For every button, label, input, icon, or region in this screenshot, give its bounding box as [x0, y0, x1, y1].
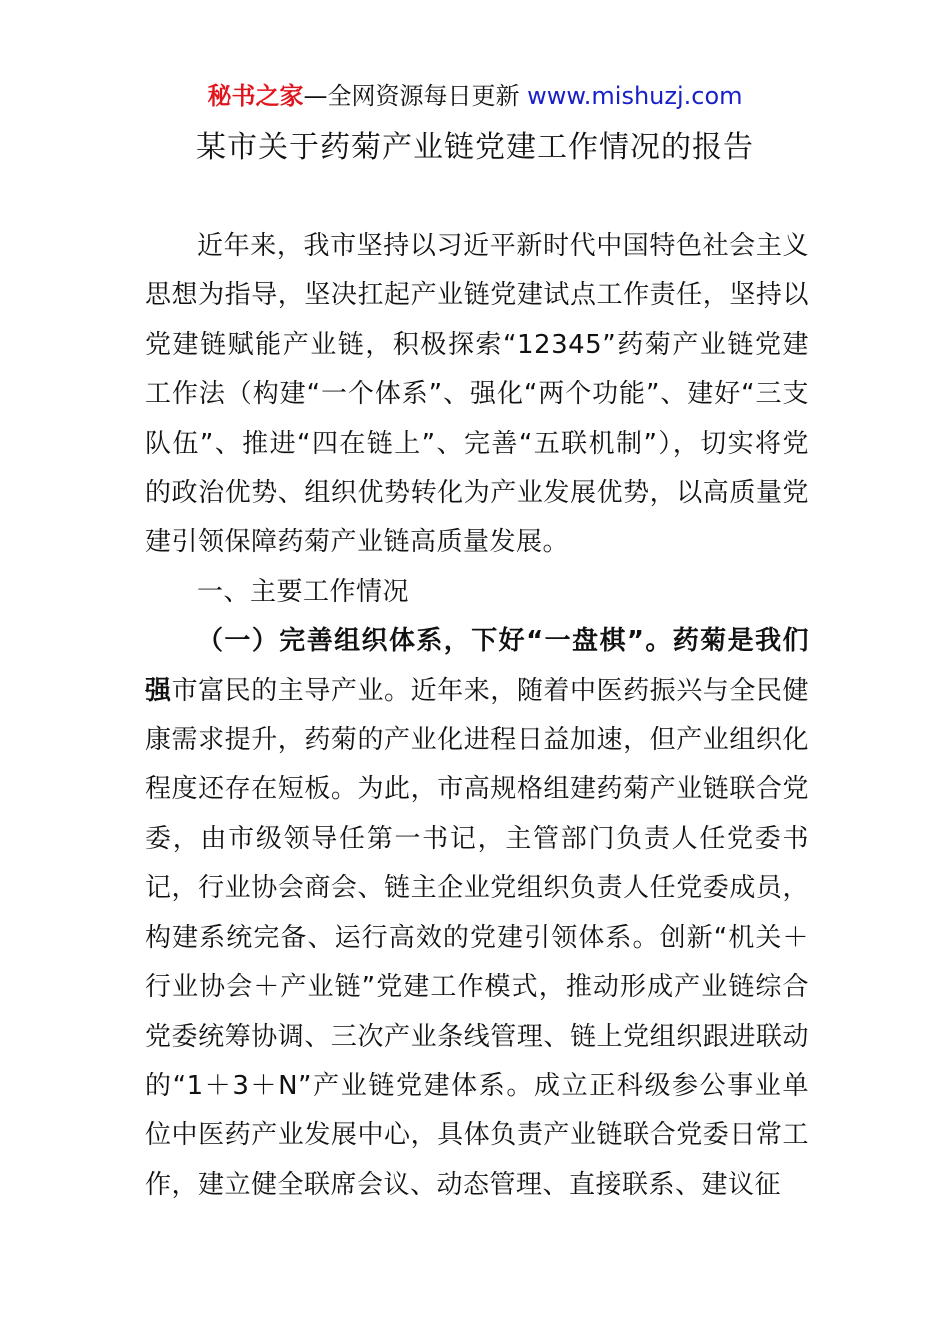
- site-header: [0, 80, 950, 112]
- site-url-link[interactable]: www.mishuzj.com: [527, 82, 743, 110]
- document-body: [145, 222, 809, 1210]
- subsection-paragraph: [145, 617, 809, 1210]
- subsection-lead: （一）完善组织体系，下好“一盘棋”。药菊是我们强: [145, 626, 809, 706]
- brand-name: 秘书之家: [207, 82, 304, 110]
- document-title: 某市关于药菊产业链党建工作情况的报告: [196, 130, 754, 165]
- subsection-body: 市富民的主导产业。近年来，随着中医药振兴与全民健康需求提升，药菊的产业化进程日益加速，但产业组织化程度还存在短板。为此，市高规格组建药菊产业链联合党委，由市级领导任第一书记，主管部门负责人任党委书记，行业协会商会、链主企业党组织负责人任党委成员，构建系统完备、运行高效的党建引领体系。创新“机关＋行业协会＋产业链”党建工作模式，推动形成产业链综合党委统筹协调、三次产业条线管理、链上党组织跟进联动的“1＋3＋N”产业链党建体系。成立正科级参公事业单位中医药产业发展中心，具体负责产业链联合党委日常工作，建立健全联席会议、动态管理、直接联系、建议征: [145, 675, 809, 1200]
- intro-paragraph: 近年来，我市坚持以习近平新时代中国特色社会主义思想为指导，坚决扛起产业链党建试点工作责任，坚持以党建链赋能产业链，积极探索“12345”药菊产业链党建工作法（构建“一个体系”、强化“两个功能”、建好“三支队伍”、推进“四在链上”、完善“五联机制”），切实将党的政治优势、组织优势转化为产业发展优势，以高质量党建引领保障药菊产业链高质量发展。: [145, 231, 809, 558]
- header-tagline: —全网资源每日更新: [303, 82, 528, 110]
- section-heading: 一、主要工作情况: [197, 576, 410, 607]
